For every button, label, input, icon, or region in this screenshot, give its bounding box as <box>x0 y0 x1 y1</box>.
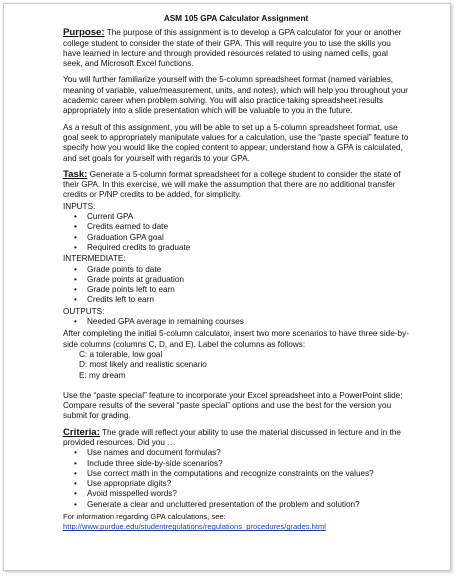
criteria-paragraph <box>63 428 409 449</box>
task-heading: Task: <box>63 168 88 180</box>
column-label: E: my dream <box>79 370 126 380</box>
list-item: • Use correct math in the computations and recognize constraints on the values? <box>87 469 409 479</box>
document-page <box>3 3 451 571</box>
purpose-text: The purpose of this assignment is to develop a GPA calculator for your or another college student to consider the state of their GPA. This will require you to use the skills you have learned in lecture and through provided resources related to using named cells, goal seek, and Microsoft Excel functions. <box>63 28 402 69</box>
list-item: • Use appropriate digits? <box>87 479 409 489</box>
criteria-heading: Criteria: <box>63 426 100 438</box>
list-item: • Use names and document formulas? <box>87 448 409 458</box>
inputs-list <box>63 212 409 253</box>
outcomes-paragraph: As a result of this assignment, you will be able to set up a 5-column spreadsheet format, use goal seek to appropriately manipulate values for a calculation, use the “paste special” feature to specify how you would like the copied content to appear, understand how a GPA is calculated, and set goals for yourself with regards to your GPA. <box>63 122 409 163</box>
document-title: ASM 105 GPA Calculator Assignment <box>163 14 309 23</box>
purdue-grades-link[interactable]: http://www.purdue.edu/studentregulations/regulations_procedures/grades.html <box>63 522 326 532</box>
list-item: • Current GPA <box>87 212 409 222</box>
inputs-label: INPUTS: <box>63 201 96 211</box>
intermediate-list <box>63 265 409 306</box>
list-item: • Required credits to graduate <box>87 243 409 253</box>
list-item: • Grade points left to earn <box>87 285 409 295</box>
document-content <box>63 14 409 533</box>
criteria-list <box>63 448 409 510</box>
list-item: • Graduation GPA goal <box>87 233 409 243</box>
list-item: • Needed GPA average in remaining courses <box>87 317 409 327</box>
purpose-heading: Purpose: <box>63 27 105 39</box>
scenarios-paragraph: After completing the initial 5-column calculator, insert two more scenarios to have three side-by-side columns (columns C, D, and E). Label the columns as follows: <box>63 329 409 349</box>
list-item: • Credits earned to date <box>87 222 409 232</box>
list-item: • Include three side-by-side scenarios? <box>87 459 409 469</box>
familiarize-paragraph: You will further familiarize yourself with the 5-column spreadsheet format (named variables, meaning of variable, value/measurement, units, and notes), which will help you throughout your academic career when problem solving. You will also practice taking spreadsheet results appropriately into a slide presentation which will be valuable to you in the future. <box>63 75 408 116</box>
criteria-text: The grade will reflect your ability to use the material discussed in lecture and in the provided resources. Did you … <box>63 427 401 447</box>
list-item: • Avoid misspelled words? <box>87 489 409 499</box>
gpa-info-note: For information regarding GPA calculations, see: <box>63 512 226 522</box>
paste-special-paragraph: Use the “paste special” feature to incorporate your Excel spreadsheet into a PowerPoint slide; Compare results of the several “paste special” options and use the best for the version you submit for grading. <box>63 390 403 421</box>
list-item: • Credits left to earn <box>87 295 409 305</box>
outputs-list <box>63 317 409 327</box>
column-label: D: most likely and realistic scenario <box>79 360 207 370</box>
list-item: • Grade points to date <box>87 265 409 275</box>
purpose-paragraph <box>63 28 409 69</box>
list-item: • Grade points at graduation <box>87 275 409 285</box>
task-text: Generate a 5-column format spreadsheet for a college student to consider the state of their GPA. In this exercise, we will make the assumption that there are no additional transfer credits or P/NP credits to be added, for simplicity. <box>63 169 401 200</box>
intermediate-label: INTERMEDIATE: <box>63 254 126 264</box>
list-item: • Generate a clear and uncluttered presentation of the problem and solution? <box>87 500 409 510</box>
column-label: C: a tolerable, low goal <box>79 349 163 359</box>
task-paragraph <box>63 170 409 201</box>
column-labels <box>63 350 409 381</box>
outputs-label: OUTPUTS: <box>63 306 105 316</box>
